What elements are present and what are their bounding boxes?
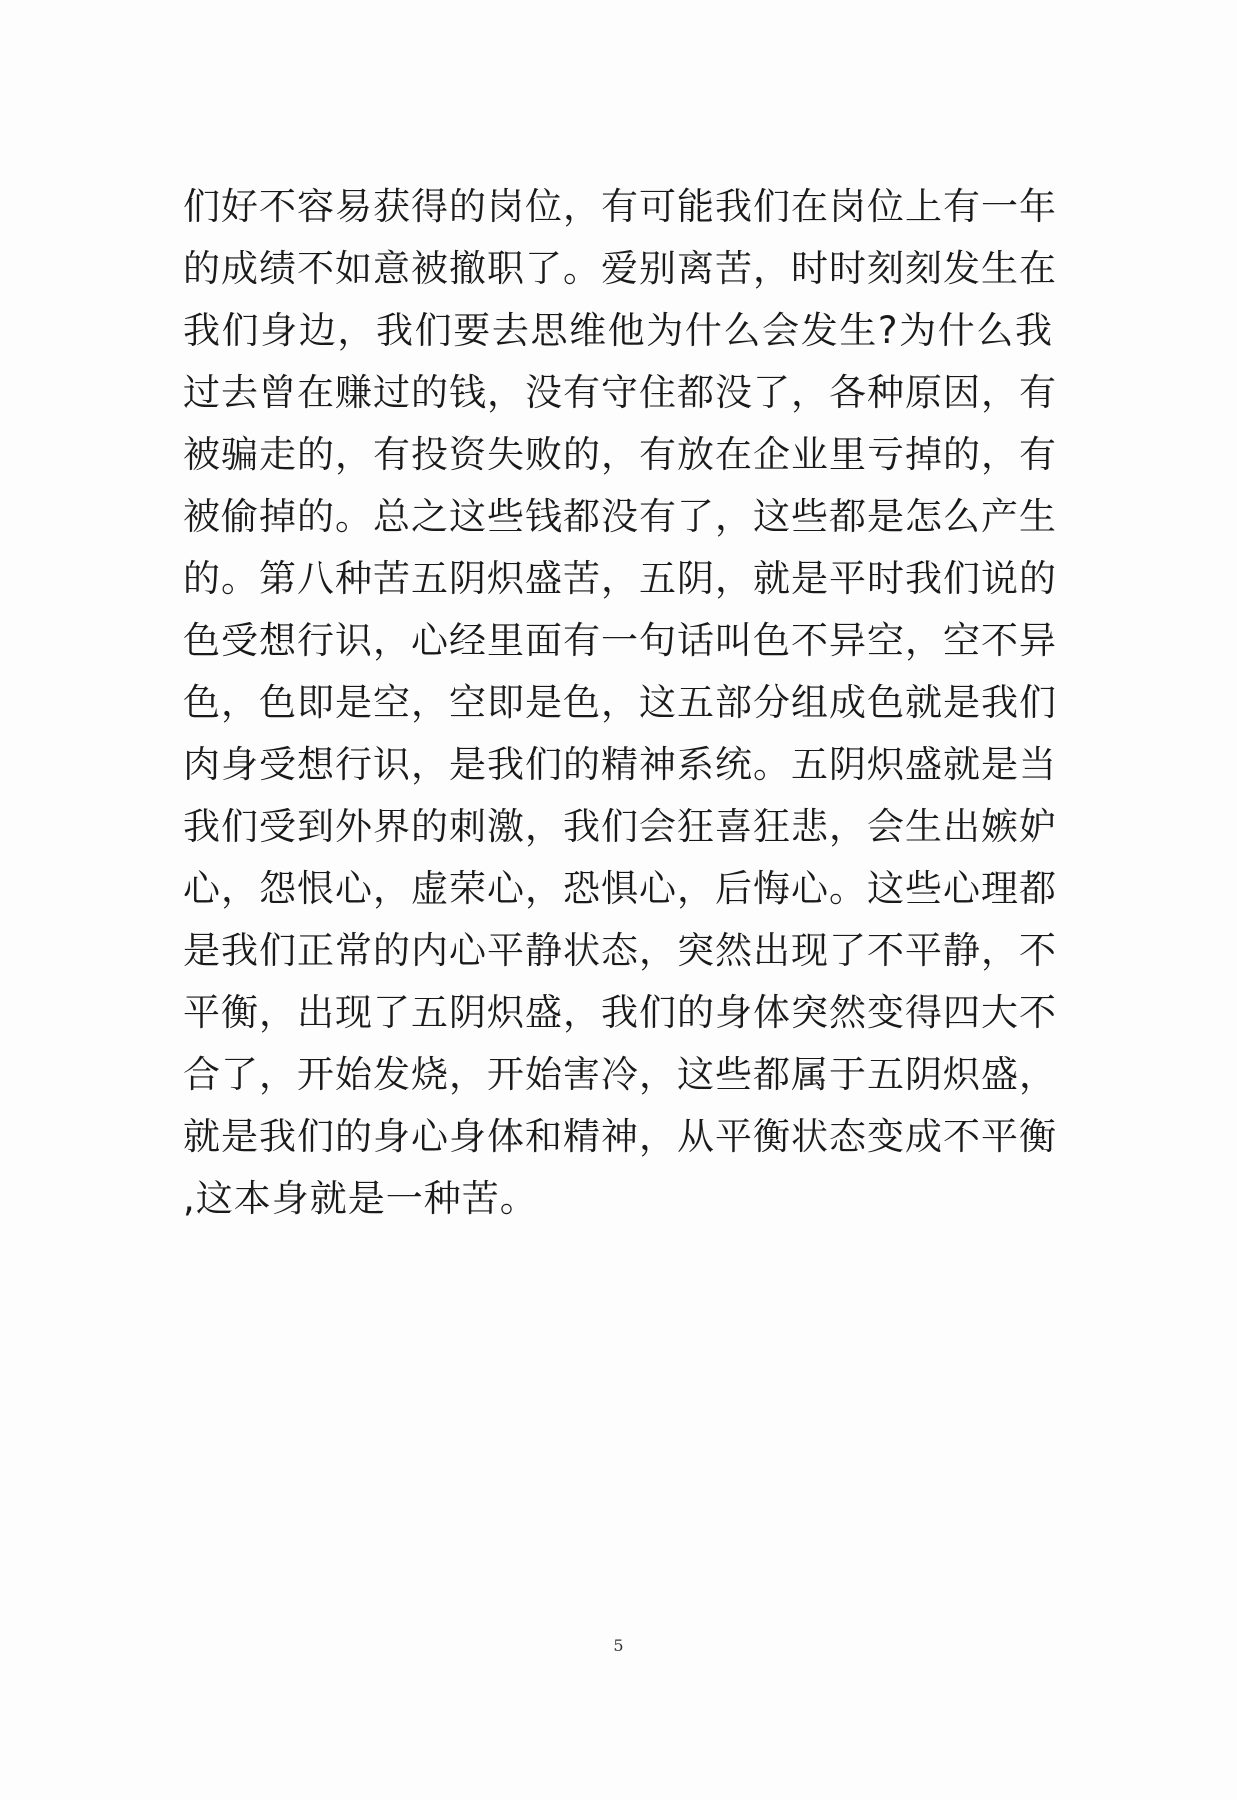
page-number: 5 <box>613 1636 624 1655</box>
text-line: ,这本身就是一种苦。 <box>183 1177 538 1220</box>
text-line: 色，色即是空，空即是色，这五部分组成色就是我们 <box>183 681 1057 724</box>
text-line: 我们身边，我们要去思维他为什么会发生?为什么我 <box>183 309 1053 352</box>
text-line: 被骗走的，有投资失败的，有放在企业里亏掉的，有 <box>183 433 1057 476</box>
text-line: 的成绩不如意被撤职了。爱别离苦，时时刻刻发生在 <box>183 247 1057 290</box>
text-line: 就是我们的身心身体和精神，从平衡状态变成不平衡 <box>183 1115 1057 1158</box>
text-line: 心，怨恨心，虚荣心，恐惧心，后悔心。这些心理都 <box>183 867 1057 910</box>
body-text <box>183 176 1057 1230</box>
text-line: 是我们正常的内心平静状态，突然出现了不平静，不 <box>183 929 1057 972</box>
text-line: 们好不容易获得的岗位，有可能我们在岗位上有一年 <box>183 185 1057 228</box>
text-line: 合了，开始发烧，开始害冷，这些都属于五阴炽盛， <box>183 1053 1057 1096</box>
text-line: 平衡，出现了五阴炽盛，我们的身体突然变得四大不 <box>183 991 1057 1034</box>
text-line: 过去曾在赚过的钱，没有守住都没了，各种原因，有 <box>183 371 1057 414</box>
text-line: 肉身受想行识，是我们的精神系统。五阴炽盛就是当 <box>183 743 1057 786</box>
text-line: 我们受到外界的刺激，我们会狂喜狂悲，会生出嫉妒 <box>183 805 1057 848</box>
text-line: 被偷掉的。总之这些钱都没有了，这些都是怎么产生 <box>183 495 1057 538</box>
text-line: 的。第八种苦五阴炽盛苦，五阴，就是平时我们说的 <box>183 557 1057 600</box>
text-line: 色受想行识，心经里面有一句话叫色不异空，空不异 <box>183 619 1057 662</box>
